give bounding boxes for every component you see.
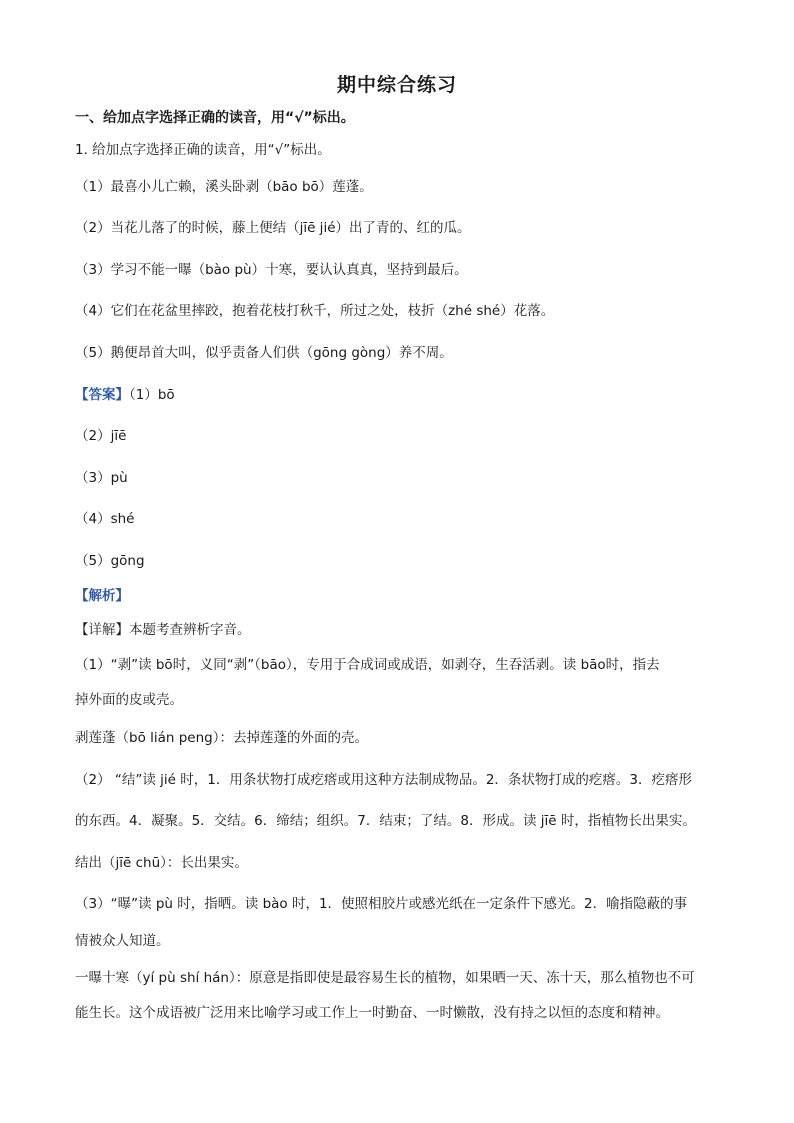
detail-line [75, 620, 251, 640]
answer-item-3: （3）pù [75, 470, 128, 486]
analysis-tag-line [75, 586, 129, 606]
answer-item-5: （5）gōng [75, 553, 145, 569]
analysis-line-2: 掉外面的皮或壳。 [75, 692, 183, 708]
analysis-line-10: 能生长。这个成语被广泛用来比喻学习或工作上一时勤奋、一时懒散，没有持之以恒的态度和精神。 [75, 1005, 669, 1021]
analysis-line-4: （2） “结”读 jié 时，1．用条状物打成疙瘩或用这种方法制成物品。2．条状物打成的疙瘩。3．疙瘩形 [75, 772, 693, 788]
answer-line-1 [75, 385, 175, 405]
analysis-line-8: 情被众人知道。 [75, 933, 170, 949]
question-item-4: （4）它们在花盆里摔跤，抱着花枝打秋千，所过之处，枝折（zhé shé）花落。 [75, 303, 555, 319]
analysis-tag: 【解析】 [75, 588, 129, 604]
analysis-line-6: 结出（jīē chū）：长出果实。 [75, 855, 248, 871]
question-item-2: （2）当花儿落了的时候，藤上便结（jīē jié）出了青的、红的瓜。 [75, 220, 471, 236]
analysis-line-1: （1）“剥”读 bō时，义同“剥”（bāo），专用于合成词或成语，如剥夺，生吞活剥。读 bāo时，指去 [75, 657, 660, 673]
analysis-line-9: 一曝十寒（yí pù shí hán）：原意是指即使是最容易生长的植物，如果晒一天、冻十天，那么植物也不可 [75, 970, 695, 986]
answer-item-2: （2）jīē [75, 428, 127, 444]
analysis-line-5: 的东西。4．凝聚。5．交结。6．缔结；组织。7．结束；了结。8．形成。读 jīē 时，指植物长出果实。 [75, 813, 696, 829]
detail-tag: 【详解】 [75, 622, 129, 638]
page-title: 期中综合练习 [336, 74, 457, 96]
question-item-3: （3）学习不能一曝（bào pù）十寒，要认认真真，坚持到最后。 [75, 262, 468, 278]
question-item-1: （1）最喜小儿亡赖，溪头卧剥（bāo bō）莲蓬。 [75, 179, 373, 195]
question-item-5: （5）鹅便昂首大叫，似乎责备人们供（gōng gòng）养不周。 [75, 345, 453, 361]
answer-item-4: （4）shé [75, 511, 135, 527]
answer-tag: 【答案】 [75, 387, 129, 403]
detail-intro: 本题考查辨析字音。 [129, 622, 251, 638]
question-intro: 1. 给加点字选择正确的读音，用“√”标出。 [75, 142, 331, 158]
section-heading: 一、给加点字选择正确的读音，用“√”标出。 [75, 110, 355, 126]
answer-item-1: （1）bō [129, 387, 175, 403]
analysis-line-7: （3）“曝”读 pù 时，指晒。读 bào 时，1．使照相胶片或感光纸在一定条件下感光。2．喻指隐蔽的事 [75, 896, 688, 912]
analysis-line-3: 剥莲蓬（bō lián peng）：去掉莲蓬的外面的壳。 [75, 730, 368, 746]
